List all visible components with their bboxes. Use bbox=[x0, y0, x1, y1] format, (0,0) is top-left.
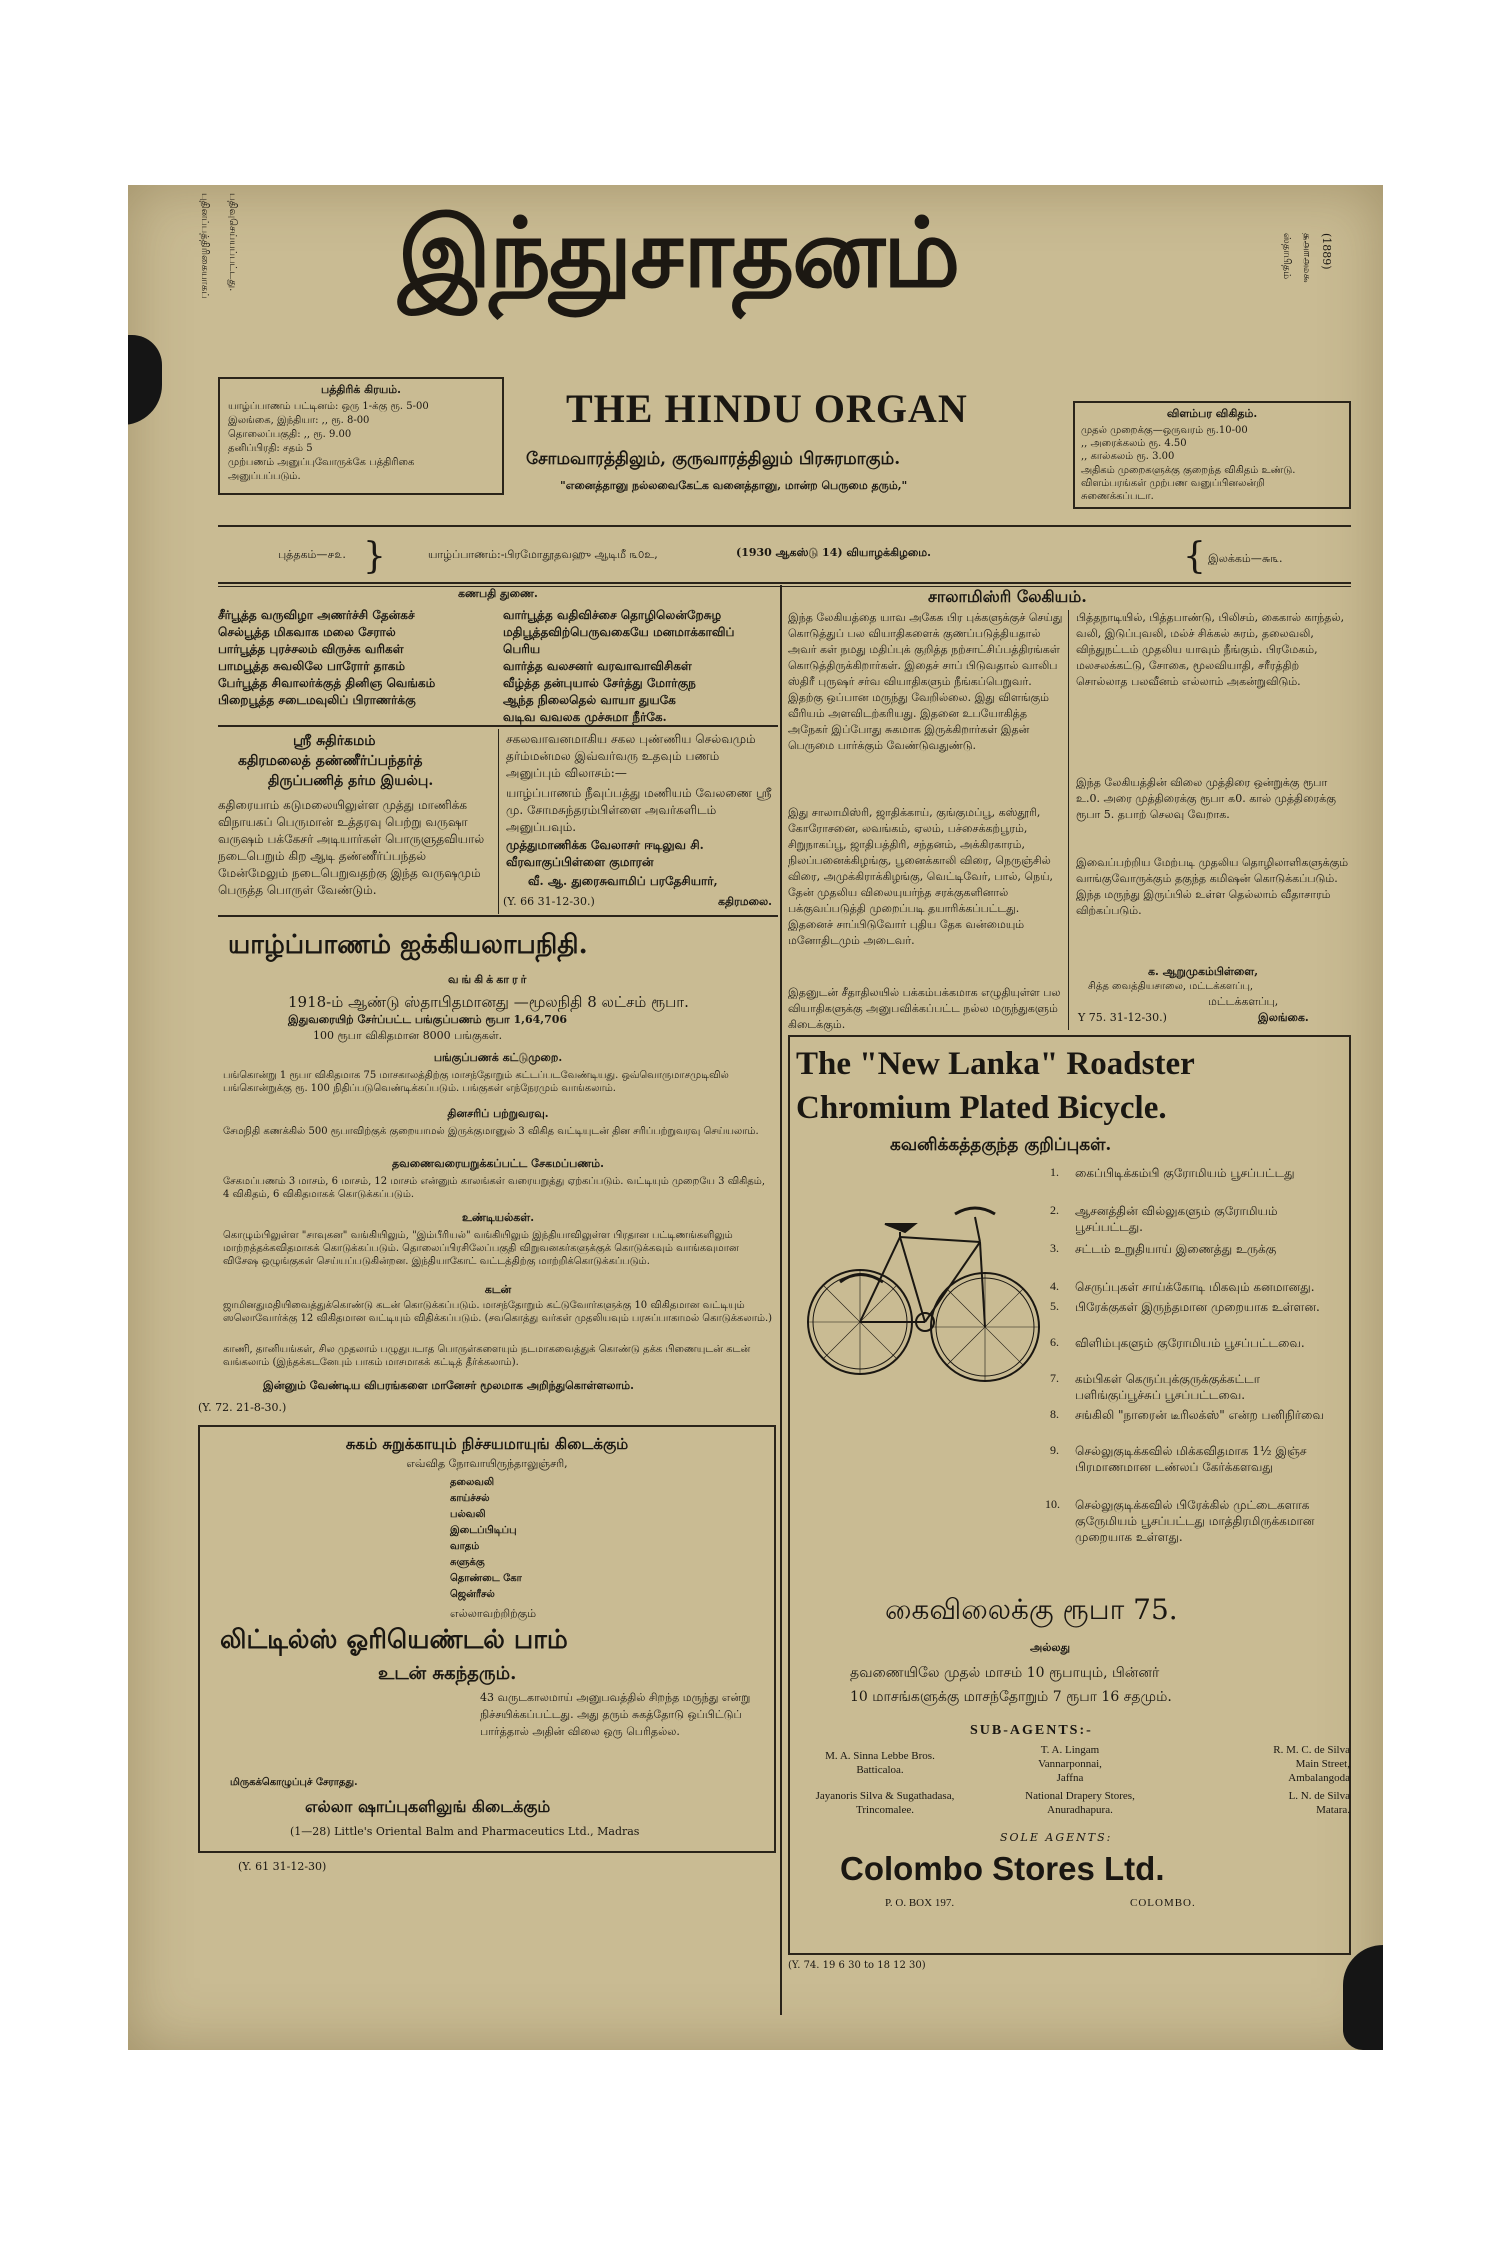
damaged-edge bbox=[1343, 1945, 1383, 2050]
sub-agent: National Drapery Stores, Anuradhapura. bbox=[1025, 1790, 1135, 1816]
balm-sub: எவ்வித நோவாயிருந்தாலுஞ்சரி, bbox=[406, 1457, 568, 1470]
established-label: ஸ்தாபிதம் bbox=[1281, 233, 1292, 280]
ad-code: Y 75. 31-12-30.) bbox=[1078, 1011, 1167, 1024]
bank-section-heading: தினசரிப் பற்றுவரவு. bbox=[447, 1107, 549, 1120]
verse-line: செல்பூத்த மிகவாக மலை சேரால் bbox=[218, 625, 396, 639]
verse-line: ஆந்த நிலைதெல் வாயா துயகே bbox=[503, 693, 676, 707]
verse-line: வார்த்த வலசனர் வரவாவாவிசிகள் bbox=[503, 659, 692, 673]
balm-maker: (1—28) Little's Oriental Balm and Pharmaceutics Ltd., Madras bbox=[290, 1825, 640, 1838]
bicycle-note: சட்டம் உறுதியாய் இணைத்து உருக்கு bbox=[1075, 1242, 1277, 1256]
registration-note: புதினப்பத்திரிகையாகப் bbox=[199, 193, 210, 299]
rule bbox=[1068, 610, 1069, 1030]
bicycle-or: அல்லது bbox=[1030, 1641, 1071, 1654]
ganapathi-title: கணபதி துணை. bbox=[458, 587, 538, 600]
rule bbox=[218, 586, 1351, 587]
masthead-title: இந்துசாதனம் bbox=[398, 196, 959, 309]
bank-section-heading: உண்டியல்கள். bbox=[461, 1211, 535, 1224]
subscription-line: அனுப்பப்படும். bbox=[228, 471, 301, 482]
bicycle-note: ஆசனத்தின் வில்லுகளும் குரோமியம் பூசப்பட்டது. bbox=[1075, 1204, 1278, 1234]
sole-agents-label: SOLE AGENTS: bbox=[1000, 1831, 1113, 1844]
salamisri-ingredients: இது சாலாமிஸ்ரி, ஜாதிக்காய், குங்குமப்பூ, கஸ்தூரி, கோரோசனை, லவங்கம், ஏலம், பச்சைக்கற்பூரம், சிறுநாகப்பூ, ஜாதிபத்திரி, சந்தனம், அக்கிரகாரம், நிலப்பனைக்கிழங்கு, பூனைக்காலி விரை, நெருஞ்சில் விரை, அமுக்கிராக்கிழங்கு, வெட்டிவேர், பால், நெய், தேன் முதலிய விலையுயர்ந்த சரக்குகளினால் பக்குவப்படுத்தி முறைப்படி தயாரிக்கப்பட்டது. இதனைச் சாப்பிடுவோர் புதிய தேக வன்மையும் மனோதிடமும் அடைவர். bbox=[788, 806, 1054, 947]
ailment: இடைப்பிடிப்பு bbox=[450, 1525, 517, 1536]
newspaper-page bbox=[128, 185, 1383, 2050]
rule bbox=[218, 725, 778, 727]
ailment: ஜென்ரீசல் bbox=[450, 1589, 495, 1600]
ailment: சுளுக்கு bbox=[450, 1557, 485, 1568]
advert-rates-title: விளம்பர விகிதம். bbox=[1166, 407, 1258, 420]
balm-available: எல்லா ஷாப்புகளிலுங் கிடைக்கும் bbox=[305, 1797, 551, 1816]
rule bbox=[218, 525, 1351, 527]
advert-rate-line: விளம்பரங்கள் முற்பண வனுப்பினலன்றி bbox=[1081, 478, 1265, 489]
bicycle-ad: The "New Lanka" Roadster Chromium Plated Bicycle. கவனிக்கத்தகுந்த குறிப்புகள். 1. கைப்பிடிக்கம்பி குரோமியம் பூசப்பட்டது 2. ஆசனத்தின் வில்லுகளும் குரோமியம் பூசப்பட்டது. 3. சட்டம் உறுதியாய் இணைத்து உருக்கு 4. செருப்புகள் சாய்க்கோடி மிகவும் கனமானது. 5. பிரேக்குகள் இருந்தமான முறையாக உள்ளன. 6. விளிம்புகளும் குரோமியம் பூசப்பட்டவை. 7. கம்பிகள் கெருப்புக்குருக்குக்கட்டா பளிங்குப்பூச்சுப் பூசப்பட்டவை. 8. சங்கிலி "நாரைன் டீரிலக்ஸ்" என்ற பனிநிர்வை 9. செல்லுகுடிக்கவில் மிக்கவிதமாக 1½ இஞ்ச பிரமாணமான டண்லப் கேர்க்களவது 10. செல்லுகுடிக்கவில் பிரேக்கில் முட்டைகளாக குருேமியம் பூசப்பட்டது மாத்திரமிருக்கமான முறையாக உள்ளது. கைவிலைக்கு ரூபா 75. அல்லது தவணையிலே முதல் மாசம் 10 ரூபாயும், பின்னர் 10 மாசங்களுக்கு மாசந்தோறும் 7 ரூபா 16 சதமும். SUB-AGENTS:- M. A. Sinna Lebbe Bros. Batticaloa. T. A. Lingam Vannarponnai, Jaffna R. M. C. de Silva Main Street, Ambalangoda Jayanoris Silva & Sugathadasa, Trincomalee. National Drapery Stores, Anuradhapura. L. N. de Silva Matara. SOLE AGENTS: Colombo Stores Ltd. P. O. BOX 197. COLOMBO. bbox=[788, 1035, 1351, 1955]
volume-number: புத்தகம்—௪௨. bbox=[278, 548, 346, 561]
subscription-line: யாழ்ப்பாணம் பட்டினம்: ஒரு 1-க்கு ரூ. 5-00 bbox=[228, 401, 429, 412]
established-year: (1889) bbox=[1320, 233, 1334, 270]
subscription-title: பத்திரிக் கிரயம். bbox=[321, 383, 401, 396]
bicycle-title: The "New Lanka" Roadster bbox=[796, 1046, 1195, 1082]
sub-agent: R. M. C. de Silva Main Street, Ambalangoda bbox=[1273, 1744, 1350, 1784]
ad-code: (Y. 66 31-12-30.) bbox=[503, 895, 595, 908]
advert-rates-box bbox=[1073, 401, 1351, 509]
bicycle-note: விளிம்புகளும் குரோமியம் பூசப்பட்டவை. bbox=[1075, 1336, 1305, 1350]
brace: } bbox=[363, 536, 386, 577]
place-date: யாழ்ப்பாணம்:-பிரமோதூதவஹு ஆடிமீ ௩௦உ, bbox=[428, 548, 658, 561]
english-date: (1930 ஆகஸ்டு 14) வியாழக்கிழமை. bbox=[736, 546, 931, 559]
subscription-line: தனிப்பிரதி: சதம் 5 bbox=[228, 443, 313, 454]
verse-line: வடிவ வவலக முச்சுமா நீர்கே. bbox=[503, 710, 667, 724]
balm-note: மிருகக்கொழுப்புச் சேராதது. bbox=[230, 1777, 358, 1788]
ad-code: (Y. 74. 19 6 30 to 18 12 30) bbox=[788, 1960, 926, 1971]
salamisri-body: இந்த லேகியத்தை யாவ அகேக பிர புக்களுக்குச் செய்து கொடுத்துப் பல வியாதிகளைக் குணப்படுத்தியதால் அவர் கள் நமது மதிப்புக் குறித்த நற்சாட்சிப்பத்திரங்கள் கொடுத்திருக்கிறார்கள். இதைச் சாப் பிடுவதால் வாலிப ஸ்திரீ புருஷர் சர்வ வியாதிகளும் நீங்கப்பெறுவர். இதற்கு ஒப்பான மருந்து வேறில்லை. இது விளங்கும் வீரியம் அளவிடற்கரியது. இதனை உபயோகித்த அநேகர் இப்போது சுகமாக இருக்கிறார்கள் இதன் பெருமை பார்க்கும் வேண்டுவதுண்டு. bbox=[788, 611, 1063, 752]
english-title: THE HINDU ORGAN bbox=[566, 386, 968, 431]
verse-line: வார்பூத்த வதிவிச்சை தொழிலென்றேசுழ bbox=[503, 608, 722, 622]
salamisri-note: இதனுடன் சீதாதிலயில் பக்கம்பக்கமாக எழுதியுள்ள பல வியாதிகளுக்கு அனுபவிக்கப்பட்ட நல்ல மருந்துகளும் கிடைக்கும். bbox=[788, 986, 1061, 1031]
ailment: தலைவலி bbox=[450, 1477, 495, 1488]
rule bbox=[218, 582, 1351, 584]
bank-subtitle: வங்கிக்காரர் bbox=[448, 973, 530, 986]
bicycle-note: கைப்பிடிக்கம்பி குரோமியம் பூசப்பட்டது bbox=[1075, 1166, 1295, 1180]
bank-shares: 100 ரூபா விகிதமான 8000 பங்குகள். bbox=[313, 1029, 503, 1042]
charity-heading: திருப்பணித் தர்ம இயல்பு. bbox=[268, 773, 434, 789]
sub-agents-label: SUB-AGENTS:- bbox=[970, 1723, 1093, 1738]
salamisri-country: இலங்கை. bbox=[1258, 1011, 1309, 1024]
advert-rate-line: ,, அரைக்கலம் ரூ. 4.50 bbox=[1081, 438, 1187, 449]
motto: "எனைத்தானு நல்லவைகேட்க வனைத்தானு, மான்ற பெருமை தரும்," bbox=[560, 479, 908, 492]
column-divider bbox=[780, 585, 782, 2015]
charity-body: கதிரையாம் கடுமலையிலுள்ள முத்து மாணிக்க விநாயகப் பெருமான் உத்தரவு பெற்று வருஷா வருஷம் பக்கேசர் அடியார்கள் பொருளுதவியால் நடைபெறும் கிற ஆடி தண்ணீர்ப்பந்தல் மேன்மேலும் நடைபெறுவதற்கு இந்த வருஷமும் பெருத்த பொருள் வேண்டும். bbox=[218, 798, 485, 897]
bicycle-subtitle: கவனிக்கத்தகுந்த குறிப்புகள். bbox=[890, 1135, 1112, 1155]
salamisri-address: சித்த வைத்தியசாலை, மட்டக்களப்பு, bbox=[1088, 981, 1254, 992]
verse-line: பார்பூத்த புரச்சலம் விருச்க வரிகள் bbox=[218, 642, 404, 656]
advert-rate-line: ,, கால்கலம் ரூ. 3.00 bbox=[1081, 451, 1175, 462]
bicycle-note: கம்பிகள் கெருப்புக்குருக்குக்கட்டா பளிங்குப்பூச்சுப் பூசப்பட்டவை. bbox=[1075, 1372, 1260, 1402]
issue-number: இலக்கம்—௬௩. bbox=[1208, 552, 1283, 565]
brace: { bbox=[1183, 536, 1206, 577]
bank-paid-up: இதுவரையிற் சேர்ப்பட்ட பங்குப்பணம் ரூபா 1,64,706 bbox=[288, 1013, 568, 1026]
charity-heading: கதிரமலைத் தண்ணீர்ப்பந்தர்த் bbox=[238, 753, 423, 769]
balm-body: 43 வருடகாலமாய் அனுபவத்தில் சிறந்த மருந்து என்று நிச்சயிக்கப்பட்டது. அது தரும் சுகத்தோடு ஒப்பிட்டுப் பார்த்தால் அதின் விலை ஒரு பெரிதல்ல. bbox=[480, 1691, 751, 1738]
ailment: வாதம் bbox=[450, 1541, 480, 1552]
city: COLOMBO. bbox=[1130, 1897, 1196, 1909]
charity-address: யாழ்ப்பாணம் நீவுப்பத்து மணியம் வேலணை ஸ்ரீ மு. சோமசுந்தரம்பிள்ளை அவர்களிடம் அனுப்பவும். bbox=[506, 786, 772, 834]
ailment: பல்வலி bbox=[450, 1509, 486, 1520]
sub-agent: Jayanoris Silva & Sugathadasa, Trincomalee. bbox=[815, 1790, 955, 1816]
verse-line: பாமபூத்த சுவலிலே பாரோர் தாகம் bbox=[218, 659, 406, 673]
bicycle-note: செருப்புகள் சாய்க்கோடி மிகவும் கனமானது. bbox=[1075, 1280, 1315, 1294]
bank-section-heading: கடன் bbox=[484, 1283, 512, 1296]
bicycle-installment: தவணையிலே முதல் மாசம் 10 ரூபாயும், பின்னர் bbox=[850, 1665, 1160, 1681]
balm-product: லிட்டில்ஸ் ஓரியெண்டல் பாம் bbox=[220, 1625, 568, 1655]
salamisri-place: மட்டக்களப்பு, bbox=[1208, 995, 1279, 1008]
rule bbox=[498, 729, 499, 914]
ailment: காய்ச்சல் bbox=[450, 1493, 490, 1504]
company-name: Colombo Stores Ltd. bbox=[840, 1850, 1165, 1887]
registration-note: பதிவுசெய்யப்பட்டது. bbox=[227, 193, 238, 292]
sub-agent: T. A. Lingam Vannarponnai, Jaffna bbox=[1038, 1744, 1102, 1784]
charity-signatory: வீ. ஆ. துரைசுவாமிப் பரதேசியார், bbox=[528, 874, 718, 888]
bank-section-text: காணி, தானியங்கள், சில முதலாம் பழுதுபடாத பொருள்களையும் நடமாகவைத்துக் கொண்டு தக்க பிணையுடன் கடன் வங்கலாம் (இந்தக்கடனேபும் பாகம் மாசமாகக் கட்டித் தீர்க்கலாம்). bbox=[223, 1344, 751, 1368]
advert-rate-line: முதல் முறைக்கு—ஒருவரம் ரூ.10-00 bbox=[1081, 425, 1248, 436]
verse-line: பேர்பூத்த சிவாலர்க்குத் தினிஞ வெங்கம் bbox=[218, 676, 436, 690]
bank-section-text: சேகமப்பணம் 3 மாசம், 6 மாசம், 12 மாசம் என்னும் காலங்கள் வரையறுத்து ஏற்கப்படும். வட்டியும் முறையே 3 விகிதம், 4 விகிதம், 6 விகிதமாகக் கொடுக்கப்படும். bbox=[223, 1176, 766, 1200]
verse-right bbox=[503, 607, 773, 726]
bank-section-heading: பங்குப்பணக் கட்டுமுறை. bbox=[433, 1051, 563, 1064]
subscription-line: இலங்கை, இந்தியா: ,, ரூ. 8-00 bbox=[228, 415, 370, 426]
charity-place: கதிரமலை. bbox=[718, 895, 772, 908]
verse-line: சீர்பூத்த வருவிழா அணர்ச்சி தேன்கச் bbox=[218, 608, 415, 622]
verse-line: வீழ்த்த தன்புயால் சேர்த்து மோர்குந bbox=[503, 676, 696, 690]
sub-agent: M. A. Sinna Lebbe Bros. Batticaloa. bbox=[825, 1750, 935, 1776]
charity-body: சகலவாவனமாகிய சகல புண்ணிய செல்வமும் தர்ம்மன்மல இவ்வர்வரு உதவும் பணம் அனுப்பும் விலாசம்:— bbox=[506, 732, 756, 780]
verse-line: மதிபூத்தவிற்பெருவகையே மனமாக்காவிப் பெரிய bbox=[503, 625, 735, 656]
rule bbox=[218, 915, 778, 917]
sub-agent: L. N. de Silva Matara. bbox=[1288, 1790, 1350, 1816]
bicycle-note: செல்லுகுடிக்கவில் பிரேக்கில் முட்டைகளாக குருேமியம் பூசப்பட்டது மாத்திரமிருக்கமான முறையாக உள்ளது. bbox=[1075, 1498, 1315, 1544]
balm-cure: உடன் சுகந்தரும். bbox=[378, 1663, 517, 1684]
advert-rate-line: அதிகம் முறைகளுக்கு குறைந்த விகிதம் உண்டு. bbox=[1081, 465, 1296, 476]
balm-ad bbox=[198, 1425, 776, 1853]
damaged-edge bbox=[128, 335, 162, 425]
salamisri-title: சாலாமிஸ்ரி லேகியம். bbox=[928, 587, 1087, 606]
verse-line: பிறைபூத்த சடைமவுலிப் பிராணர்க்கு bbox=[218, 693, 416, 707]
bank-founded: 1918-ம் ஆண்டு ஸ்தாபிதமானது —மூலநிதி 8 லட்சம் ரூபா. bbox=[288, 993, 689, 1011]
balm-headline: சுகம் சுறுக்காயும் நிச்சயமாயுங் கிடைக்கும் bbox=[345, 1435, 629, 1453]
subscription-line: தொலைப்பகுதி: ,, ரூ. 9.00 bbox=[228, 429, 352, 440]
bicycle-illustration bbox=[805, 1162, 1045, 1402]
bank-section-heading: தவணைவரையறுக்கப்பட்ட சேகமப்பணம். bbox=[392, 1157, 604, 1170]
bicycle-installment: 10 மாசங்களுக்கு மாசந்தோறும் 7 ரூபா 16 சதமும். bbox=[850, 1689, 1172, 1705]
bank-title: யாழ்ப்பாணம் ஐக்கியலாபநிதி. bbox=[228, 930, 588, 960]
verse-left bbox=[218, 607, 488, 709]
bank-section-text: ஜாமினதுமதியிவைத்துக்கொண்டு கடன் கொடுக்கப்படும். மாசந்தோறும் கட்டுவோர்களுக்கு 10 விகிதமான வட்டியும் ஸலொவோர்க்கு 12 விகிதமான வட்டியும் விதிக்கப்படும். (சவகொத்து வர்கள் முதலியவும் பரசுப்பாகாமல் கொடுக்கலாம்.) bbox=[223, 1300, 773, 1324]
charity-heading: ஸ்ரீ சுதிர்கமம் bbox=[293, 733, 376, 749]
salamisri-name: க. ஆறுமுகம்பிள்ளை, bbox=[1148, 965, 1259, 978]
bicycle-note: செல்லுகுடிக்கவில் மிக்கவிதமாக 1½ இஞ்ச பிரமாணமான டண்லப் கேர்க்களவது bbox=[1075, 1444, 1307, 1474]
charity-signatory: முத்துமாணிக்க வேலாசர் ஈடிலுவ சி. வீரவாகுப்பிள்ளை குமாரன் bbox=[506, 838, 704, 869]
established-year-tamil: ௲௮௱௮௰௯ bbox=[1301, 233, 1312, 283]
bicycle-note: சங்கிலி "நாரைன் டீரிலக்ஸ்" என்ற பனிநிர்வை bbox=[1075, 1408, 1324, 1422]
bank-closing: இன்னும் வேண்டிய விபரங்களை மானேசர் மூலமாக அறிந்துகொள்ளலாம். bbox=[263, 1379, 634, 1392]
po-box: P. O. BOX 197. bbox=[885, 1897, 955, 1909]
salamisri-agents: இவைப்பற்றிய மேற்படி முதலிய தொழிலாளிகளுக்கும் வாங்குவோருக்கும் தகுந்த கமிஷன் கொடுக்கப்படும். இந்த மருந்து இருப்பில் உள்ள தெல்லாம் வீதாசாரம் விற்கப்படும். bbox=[1076, 856, 1349, 917]
bicycle-title: Chromium Plated Bicycle. bbox=[796, 1090, 1167, 1126]
salamisri-price: இந்த லேகியத்தின் விலை முத்திரை ஒன்றுக்கு ரூபா உ.0. அரை முத்திரைக்கு ரூபா ௧0. கால் முத்திரைக்கு ரூபா 5. தபாற் செலவு வேறாக. bbox=[1076, 776, 1336, 821]
bank-section-text: கொழும்பிலுள்ள "சாவுகன" வங்கியிலும், "இம்பீரியல்" வங்கியிலும் இந்தியாவிலுள்ள பிரதான பட்டிணங்களிலும் மாற்றத்தக்கவிதமாகக் கொடுக்கப்படும். தொலைப்பிரசிலேப்பகுதி விறுவனகர்களுக்குக் கொடுக்கவும் வாங்கவுமான விசேஷ ஒழுங்குகள் செய்யப்படுகின்றன. இந்தியாகோட் வட்டத்திற்கு மாற்றிக்கொடுக்கப்படும். bbox=[223, 1230, 739, 1267]
bicycle-note: பிரேக்குகள் இருந்தமான முறையாக உள்ளன. bbox=[1075, 1300, 1320, 1314]
salamisri-uses: பித்தநாடியில், பித்தபாண்டு, பிலிசம், கைகால் காந்தல், வலி, இடுப்புவலி, மல்ச் சிக்கல் சுரம், தலைவலி, விந்துநட்டம் முதலிய யாவும் நீங்கும். பிரமேகம், மலசலக்கட்டு, சோகை, மூலவியாதி, சரீரத்திற் சொல்லாத பலவீனம் எல்லாம் அகன்றுவிடும். bbox=[1076, 611, 1345, 688]
bank-section-text: சேமநிதி கணக்கில் 500 ரூபாவிற்குக் குறையாமல் இருக்குமானுல் 3 விகித வட்டியுடன் தின சரிப்பற்றுவரவு செய்யலாம். bbox=[223, 1126, 759, 1137]
subscription-box bbox=[218, 377, 504, 495]
bank-section-text: பங்கொன்று 1 ரூபா விகிதமாக 75 மாசகாலத்திற்கு மாசந்தோறும் கட்டப்படவேண்டியது. ஒவ்வொருமாசமுடிவில் பங்கொன்றுக்கு ரூ. 100 நிதிப்படுவெண்டிக்கப்படும். பங்குகள் எந்நேரமும் வாங்கலாம். bbox=[223, 1070, 729, 1094]
ailment: தொண்டை கோ bbox=[450, 1573, 522, 1584]
bicycle-price: கைவிலைக்கு ரூபா 75. bbox=[885, 1593, 1178, 1626]
subscription-line: முற்பணம் அனுப்புவோருக்கே பத்திரிகை bbox=[228, 457, 415, 468]
advert-rate-line: சுணைக்கப்படா. bbox=[1081, 491, 1154, 502]
publication-days: சோமவாரத்திலும், குருவாரத்திலும் பிரசுரமாகும். bbox=[526, 449, 901, 469]
ad-code: (Y. 72. 21-8-30.) bbox=[198, 1401, 287, 1414]
balm-all: எல்லாவற்றிற்கும் bbox=[450, 1607, 537, 1620]
ad-code: (Y. 61 31-12-30) bbox=[238, 1860, 327, 1873]
